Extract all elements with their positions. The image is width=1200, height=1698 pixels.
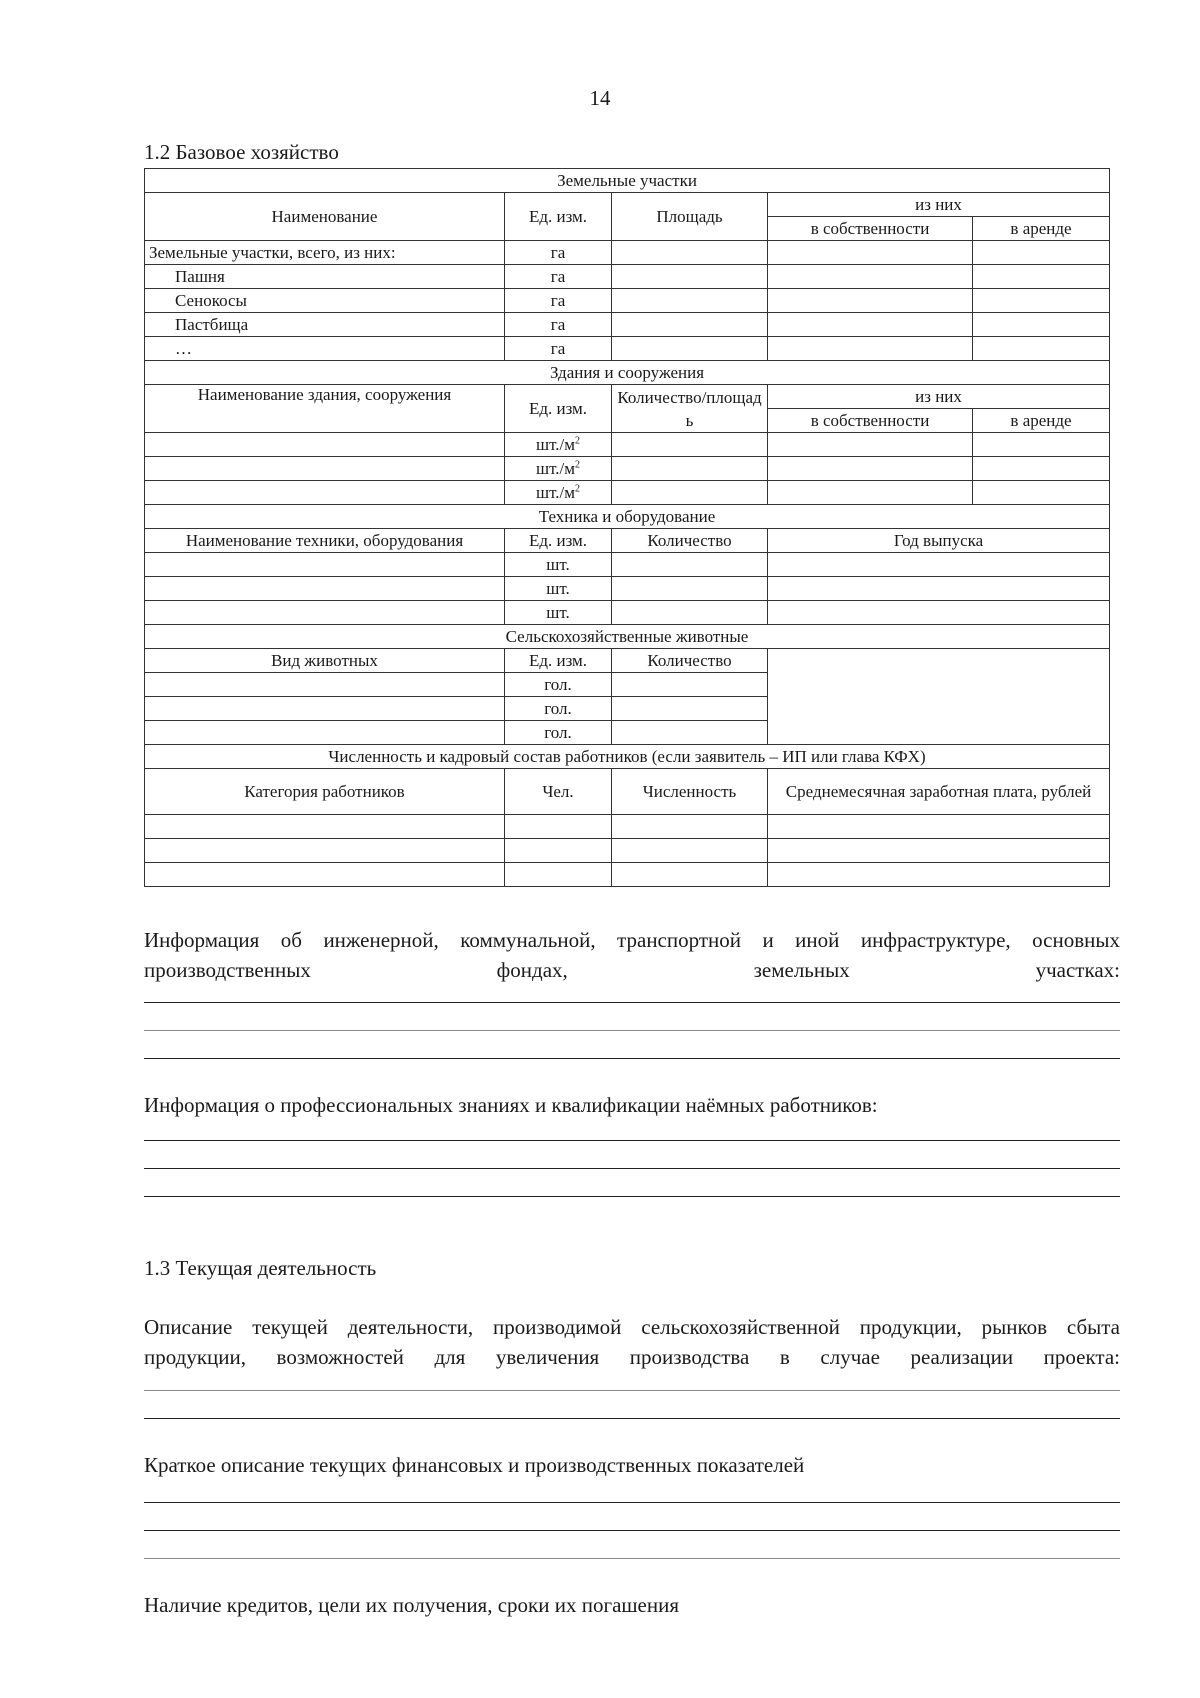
staff-header: Численность и кадровый состав работников (если заявитель – ИП или глава КФХ) bbox=[145, 745, 1110, 769]
land-header: Земельные участки bbox=[145, 169, 1110, 193]
equipment-header: Техника и оборудование bbox=[145, 505, 1110, 529]
buildings-col-unit: Ед. изм. bbox=[505, 385, 612, 433]
land-leased-cell[interactable] bbox=[973, 313, 1110, 337]
animal-kind-cell[interactable] bbox=[145, 673, 505, 697]
answer-line[interactable] bbox=[144, 1140, 1120, 1141]
table-row bbox=[145, 337, 1110, 361]
staff-category-cell[interactable] bbox=[145, 863, 505, 887]
animals-blank-area bbox=[768, 649, 1110, 745]
equipment-year-cell[interactable] bbox=[768, 577, 1110, 601]
land-owned-cell[interactable] bbox=[768, 265, 973, 289]
land-leased-cell[interactable] bbox=[973, 241, 1110, 265]
table-row bbox=[145, 241, 1110, 265]
table-row bbox=[145, 577, 1110, 601]
animals-header: Сельскохозяйственные животные bbox=[145, 625, 1110, 649]
staff-salary-cell[interactable] bbox=[768, 815, 1110, 839]
answer-line[interactable] bbox=[144, 1502, 1120, 1503]
staff-col-category: Категория работников bbox=[145, 769, 505, 815]
buildings-col-qty-area: Количество/площадь bbox=[612, 385, 768, 433]
buildings-col-owned: в собственности bbox=[768, 409, 973, 433]
equipment-name-cell[interactable] bbox=[145, 577, 505, 601]
building-name-cell[interactable] bbox=[145, 481, 505, 505]
land-owned-cell[interactable] bbox=[768, 241, 973, 265]
land-area-cell[interactable] bbox=[612, 241, 768, 265]
staff-count-cell[interactable] bbox=[612, 863, 768, 887]
building-owned-cell[interactable] bbox=[768, 433, 973, 457]
staff-unit-cell[interactable] bbox=[505, 815, 612, 839]
answer-line[interactable] bbox=[144, 1196, 1120, 1197]
land-area-cell[interactable] bbox=[612, 313, 768, 337]
equipment-unit: шт. bbox=[505, 577, 612, 601]
land-col-area: Площадь bbox=[612, 193, 768, 241]
finance-prompt: Краткое описание текущих финансовых и производственных показателей bbox=[144, 1453, 805, 1477]
equipment-qty-cell[interactable] bbox=[612, 601, 768, 625]
land-area-cell[interactable] bbox=[612, 265, 768, 289]
land-col-unit: Ед. изм. bbox=[505, 193, 612, 241]
buildings-header: Здания и сооружения bbox=[145, 361, 1110, 385]
land-row-unit: га bbox=[505, 241, 612, 265]
land-owned-cell[interactable] bbox=[768, 337, 973, 361]
animal-unit: гол. bbox=[505, 697, 612, 721]
animals-col-qty: Количество bbox=[612, 649, 768, 673]
answer-line[interactable] bbox=[144, 1002, 1120, 1003]
answer-line[interactable] bbox=[144, 1530, 1120, 1531]
answer-line[interactable] bbox=[144, 1558, 1120, 1559]
land-row-unit: га bbox=[505, 313, 612, 337]
building-unit: $шт./м^2$ bbox=[505, 481, 612, 505]
animal-qty-cell[interactable] bbox=[612, 673, 768, 697]
equipment-qty-cell[interactable] bbox=[612, 553, 768, 577]
equipment-col-year: Год выпуска bbox=[768, 529, 1110, 553]
buildings-col-of-them: из них bbox=[768, 385, 1110, 409]
equipment-unit: шт. bbox=[505, 553, 612, 577]
land-col-of-them: из них bbox=[768, 193, 1110, 217]
equipment-unit: шт. bbox=[505, 601, 612, 625]
land-area-cell[interactable] bbox=[612, 289, 768, 313]
section-1-3-title: 1.3 Текущая деятельность bbox=[144, 1256, 377, 1280]
equipment-name-cell[interactable] bbox=[145, 601, 505, 625]
land-leased-cell[interactable] bbox=[973, 265, 1110, 289]
answer-line[interactable] bbox=[144, 1418, 1120, 1419]
building-leased-cell[interactable] bbox=[973, 433, 1110, 457]
table-row bbox=[145, 863, 1110, 887]
table-row bbox=[145, 289, 1110, 313]
land-leased-cell[interactable] bbox=[973, 337, 1110, 361]
equipment-col-unit: Ед. изм. bbox=[505, 529, 612, 553]
table-row bbox=[145, 815, 1110, 839]
answer-line[interactable] bbox=[144, 1030, 1120, 1031]
staff-col-unit: Чел. bbox=[505, 769, 612, 815]
answer-line[interactable] bbox=[144, 1390, 1120, 1391]
page-number: 14 bbox=[589, 86, 611, 110]
land-owned-cell[interactable] bbox=[768, 289, 973, 313]
staff-col-salary: Среднемесячная заработная плата, рублей bbox=[768, 769, 1110, 815]
land-owned-cell[interactable] bbox=[768, 313, 973, 337]
equipment-col-qty: Количество bbox=[612, 529, 768, 553]
animals-col-unit: Ед. изм. bbox=[505, 649, 612, 673]
staff-salary-cell[interactable] bbox=[768, 839, 1110, 863]
equipment-qty-cell[interactable] bbox=[612, 577, 768, 601]
table-row bbox=[145, 313, 1110, 337]
table-row bbox=[145, 433, 1110, 457]
equipment-year-cell[interactable] bbox=[768, 601, 1110, 625]
animal-unit: гол. bbox=[505, 721, 612, 745]
staff-category-cell[interactable] bbox=[145, 815, 505, 839]
animal-kind-cell[interactable] bbox=[145, 697, 505, 721]
animal-kind-cell[interactable] bbox=[145, 721, 505, 745]
table-row bbox=[145, 553, 1110, 577]
land-row-unit: га bbox=[505, 337, 612, 361]
building-unit: $шт./м^2$ bbox=[505, 433, 612, 457]
qualification-prompt: Информация о профессиональных знаниях и квалификации наёмных работников: bbox=[144, 1093, 878, 1117]
buildings-col-name: Наименование здания, сооружения bbox=[145, 385, 505, 433]
land-row-name: Пашня bbox=[145, 265, 505, 289]
equipment-name-cell[interactable] bbox=[145, 553, 505, 577]
animals-col-kind: Вид животных bbox=[145, 649, 505, 673]
building-name-cell[interactable] bbox=[145, 433, 505, 457]
building-qty-cell[interactable] bbox=[612, 481, 768, 505]
land-leased-cell[interactable] bbox=[973, 289, 1110, 313]
staff-unit-cell[interactable] bbox=[505, 863, 612, 887]
activity-prompt: Описание текущей деятельности, производимой сельскохозяйственной продукции, рынков сбыта продукции, возможностей для увеличения производства в случае реализации проекта: bbox=[144, 1315, 1120, 1369]
buildings-col-leased: в аренде bbox=[973, 409, 1110, 433]
animal-qty-cell[interactable] bbox=[612, 697, 768, 721]
table-row bbox=[145, 601, 1110, 625]
infrastructure-prompt: Информация об инженерной, коммунальной, транспортной и иной инфраструктуре, основных производственных фондах, земельных участках: bbox=[144, 928, 1120, 982]
animal-qty-cell[interactable] bbox=[612, 721, 768, 745]
building-owned-cell[interactable] bbox=[768, 481, 973, 505]
land-col-owned: в собственности bbox=[768, 217, 973, 241]
staff-count-cell[interactable] bbox=[612, 839, 768, 863]
building-leased-cell[interactable] bbox=[973, 481, 1110, 505]
staff-count-cell[interactable] bbox=[612, 815, 768, 839]
land-row-name: Пастбища bbox=[145, 313, 505, 337]
staff-salary-cell[interactable] bbox=[768, 863, 1110, 887]
credits-prompt: Наличие кредитов, цели их получения, сроки их погашения bbox=[144, 1593, 680, 1617]
animal-unit: гол. bbox=[505, 673, 612, 697]
staff-col-count: Численность bbox=[612, 769, 768, 815]
building-name-cell[interactable] bbox=[145, 457, 505, 481]
building-qty-cell[interactable] bbox=[612, 457, 768, 481]
equipment-year-cell[interactable] bbox=[768, 553, 1110, 577]
land-area-cell[interactable] bbox=[612, 337, 768, 361]
land-row-unit: га bbox=[505, 289, 612, 313]
answer-line[interactable] bbox=[144, 1058, 1120, 1059]
building-owned-cell[interactable] bbox=[768, 457, 973, 481]
section-1-2-title: 1.2 Базовое хозяйство bbox=[144, 140, 339, 164]
answer-line[interactable] bbox=[144, 1168, 1120, 1169]
table-row bbox=[145, 457, 1110, 481]
land-row-name: … bbox=[145, 337, 505, 361]
land-row-name: Сенокосы bbox=[145, 289, 505, 313]
building-unit: $шт./м^2$ bbox=[505, 457, 612, 481]
table-row bbox=[145, 265, 1110, 289]
land-row-name: Земельные участки, всего, из них: bbox=[145, 241, 505, 265]
table-row bbox=[145, 839, 1110, 863]
base-farm-table bbox=[144, 168, 1110, 887]
building-leased-cell[interactable] bbox=[973, 457, 1110, 481]
land-col-leased: в аренде bbox=[973, 217, 1110, 241]
land-row-unit: га bbox=[505, 265, 612, 289]
staff-unit-cell[interactable] bbox=[505, 839, 612, 863]
staff-category-cell[interactable] bbox=[145, 839, 505, 863]
building-qty-cell[interactable] bbox=[612, 433, 768, 457]
equipment-col-name: Наименование техники, оборудования bbox=[145, 529, 505, 553]
land-col-name: Наименование bbox=[145, 193, 505, 241]
table-row bbox=[145, 481, 1110, 505]
